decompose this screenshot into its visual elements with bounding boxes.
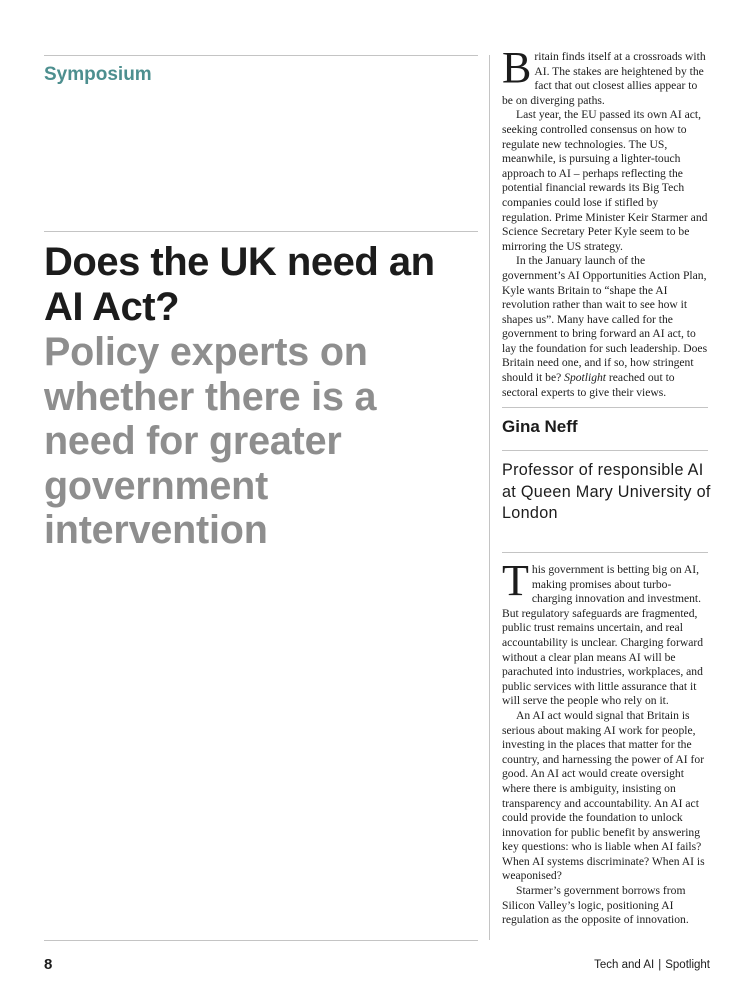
top-rule-left xyxy=(44,55,478,56)
intro-paragraph-3: In the January launch of the government’s AI Opportunities Action Plan, Kyle wants Britain to “shape the AI revolution rather than wait to see how it shapes us”. Many have called for the government to bring forward an AI act, to lay the foundation for such leadership. Does Britain need one, and if so, how stringent should it be? Spotlight reached out to sectoral experts to give their views. xyxy=(502,254,708,399)
intro-end-rule xyxy=(502,407,708,408)
footer-section: Tech and AI xyxy=(594,959,655,971)
essay-paragraph-1: This government is betting big on AI, making promises about turbo-charging innovation and investment. But regulatory safeguards are fragmented, public trust remains uncertain, and real accountability is unclear. Charging forward without a clear plan means AI will be parachuted into industries, workplaces, and public services with little assurance that it will serve the people who rely on it. xyxy=(502,556,704,708)
page-number: 8 xyxy=(44,956,53,973)
essay-text xyxy=(502,556,710,928)
headline: Does the UK need an AI Act? xyxy=(44,240,435,329)
essay-drop-cap: T xyxy=(502,556,529,605)
bottom-rule-left xyxy=(44,940,478,941)
author-name-rule xyxy=(502,450,708,451)
headline-rule xyxy=(44,231,478,232)
publication-name: Spotlight xyxy=(564,371,607,385)
standfirst: Policy experts on whether there is a need for greater government intervention xyxy=(44,330,377,552)
footer-publication: Spotlight xyxy=(665,959,710,971)
intro-drop-cap: B xyxy=(502,43,532,92)
author-role: Professor of responsible AI at Queen Mary University of London xyxy=(502,461,711,522)
column-divider xyxy=(489,55,490,940)
intro-paragraph-2: Last year, the EU passed its own AI act, seeking controlled consensus on how to regulate new technologies. The US, meanwhile, is pursuing a lighter-touch approach to AI – perhaps reflecting the potential financial rewards its Big Tech companies could lose if stifled by regulation. Prime Minister Keir Starmer and Science Secretary Peter Kyle seem to be mirroring the US strategy. xyxy=(502,108,708,253)
author-name: Gina Neff xyxy=(502,417,578,436)
author-role-rule xyxy=(502,552,708,553)
footer-separator: | xyxy=(658,959,662,971)
running-footer xyxy=(594,959,710,971)
essay-paragraph-2: An AI act would signal that Britain is serious about making AI work for people, investing in the places that matter for the country, and harnessing the power of AI for good. An AI act would create oversight where there is ambiguity, insisting on transparency and accountability. An AI act could provide the foundation to unlock innovation for public benefit by answering key questions: who is liable when AI fails? When AI systems discriminate? When AI is weaponised? xyxy=(502,708,705,883)
section-label: Symposium xyxy=(44,64,152,85)
essay-paragraph-3: Starmer’s government borrows from Silicon Valley’s logic, positioning AI regulation as the opposite of innovation. xyxy=(502,884,689,927)
intro-paragraph-1: Britain finds itself at a crossroads with AI. The stakes are heightened by the fact that out closest allies appear to be on diverging paths. xyxy=(502,43,706,107)
intro-text xyxy=(502,43,710,400)
